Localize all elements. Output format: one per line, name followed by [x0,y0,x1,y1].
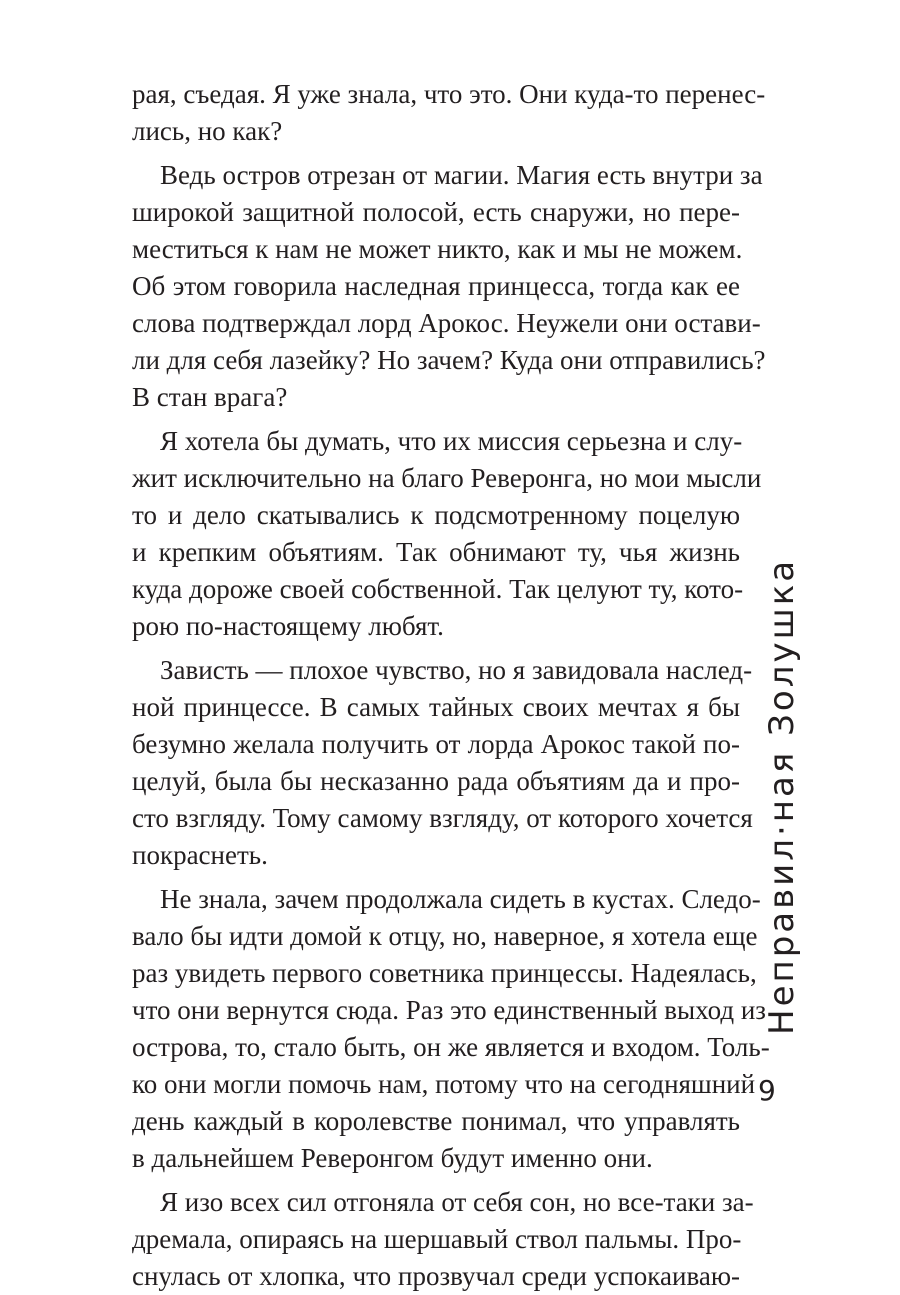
text-line: ли для себя лазейку? Но зачем? Куда они отправились? [132,345,766,375]
text-line: Не знала, зачем продолжала сидеть в кустах. Следо- [160,884,761,914]
paragraph [132,652,753,874]
text-line: меститься к нам не может никто, как и мы не можем. [132,234,743,264]
text-line: вало бы идти домой к отцу, но, наверное, я хотела еще [132,921,758,951]
text-line: в дальнейшем Реверонгом будут именно они. [132,1143,653,1173]
text-line: рая, съедая. Я уже знала, что это. Они куда-то перенес- [132,79,766,109]
text-line: лись, но как? [132,116,283,146]
paragraph [132,423,762,645]
text-line: Зависть — плохое чувство, но я завидовала наслед- [160,655,753,685]
text-line: что они вернутся сюда. Раз это единственный выход из [132,995,766,1025]
paragraph [132,881,770,1177]
text-line: жит исключительно на благо Реверонга, но мои мысли [132,463,762,493]
body-text [132,76,770,1295]
text-line: сто взгляду. Тому самому взгляду, от которого хочется [132,803,753,833]
text-line: Я хотела бы думать, что их миссия серьезна и слу- [160,426,743,456]
text-line: куда дороже своей собственной. Так целуют ту, кото- [132,574,744,604]
text-line: то и дело скатывались к подсмотренному поцелую [132,500,740,530]
text-line: ко они могли помочь нам, потому что на сегодняшний [132,1069,756,1099]
text-line: Ведь остров отрезан от магии. Магия есть внутри за [160,160,763,190]
paragraph [132,76,766,150]
running-book-title: Непрaвил·ная Золушка [762,557,802,1035]
text-line: дремала, опираясь на шершавый ствол пальмы. Про- [132,1224,742,1254]
text-line: покраснеть. [132,840,268,870]
paragraph [132,1184,754,1295]
text-line: слова подтверждал лорд Арокос. Неужели они остави- [132,308,761,338]
text-line: Я изо всех сил отгоняла от себя сон, но все-таки за- [160,1187,754,1217]
text-line: безумно желала получить от лорда Арокос такой по- [132,729,740,759]
paragraph [132,157,766,416]
text-line: В стан врага? [132,382,288,412]
text-line: снулась от хлопка, что прозвучал среди успокаиваю- [132,1261,740,1291]
page-number: 9 [758,1074,776,1107]
text-line: рою по-настоящему любят. [132,611,444,641]
text-line: ной принцессе. В самых тайных своих мечтах я бы [132,692,740,722]
text-line: раз увидеть первого советника принцессы. Надеялась, [132,958,757,988]
text-line: острова, то, стало быть, он же является и входом. Толь- [132,1032,770,1062]
text-line: и крепким объятиям. Так обнимают ту, чья жизнь [132,537,740,567]
text-line: целуй, была бы несказанно рада объятиям да и про- [132,766,740,796]
text-line: Об этом говорила наследная принцесса, тогда как ее [132,271,740,301]
text-line: широкой защитной полосой, есть снаружи, но пере- [132,197,740,227]
text-line: день каждый в королевстве понимал, что управлять [132,1106,740,1136]
